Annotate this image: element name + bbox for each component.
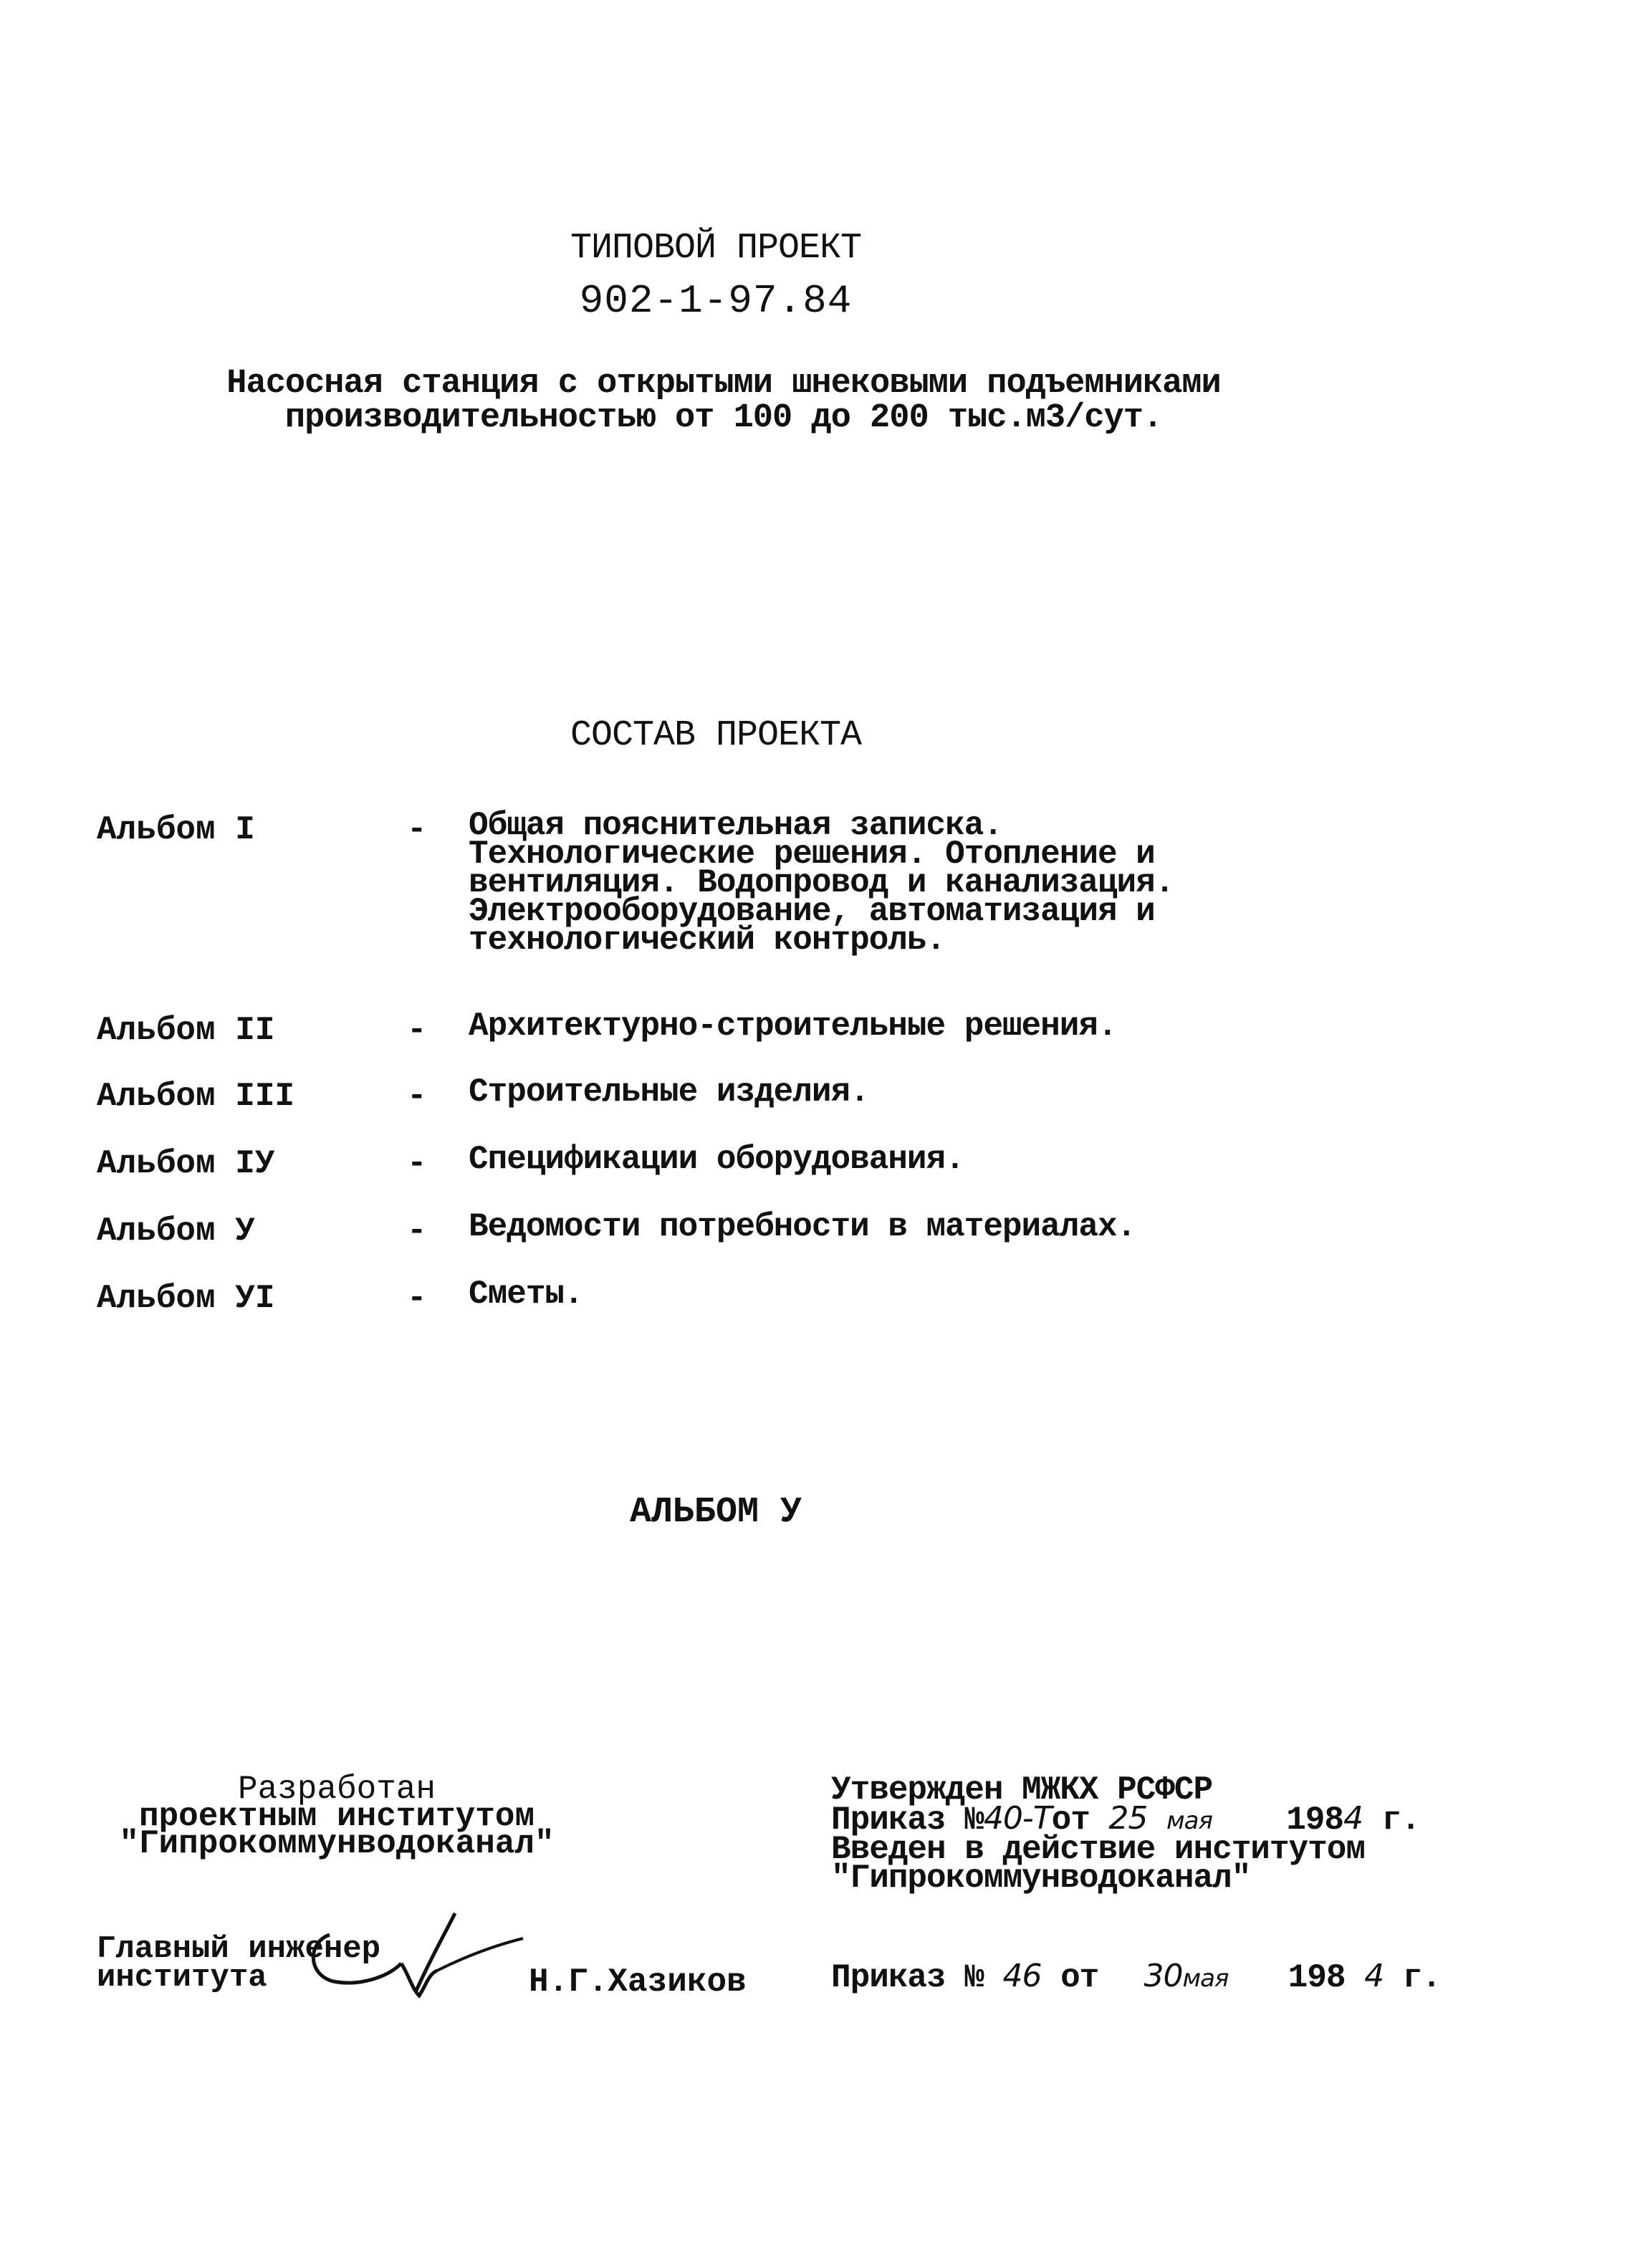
chief-engineer-line-1: Главный инженер bbox=[97, 1931, 381, 1967]
album-description-line: Ведомости потребности в материалах. bbox=[469, 1208, 1136, 1245]
album-dash: - bbox=[407, 811, 427, 848]
album-name: Альбом У bbox=[97, 1212, 255, 1250]
order-day-handwritten: 25 bbox=[1108, 1800, 1148, 1837]
album-name: Альбом I bbox=[97, 811, 255, 848]
project-type-heading: ТИПОВОЙ ПРОЕКТ bbox=[570, 228, 862, 269]
approval-block bbox=[831, 1771, 1420, 1897]
developer-block bbox=[115, 1771, 559, 1862]
album-description-line: технологический контроль. bbox=[469, 922, 946, 959]
album-description bbox=[469, 1073, 1300, 1111]
approval-line-3: Введен в действие институтом bbox=[831, 1831, 1365, 1868]
album-dash: - bbox=[407, 1212, 427, 1250]
album-description-line: вентиляция. Водопровод и канализация. bbox=[469, 864, 1174, 901]
album-description-line: Технологические решения. Отопление и bbox=[469, 836, 1155, 873]
order-year-suffix: г. bbox=[1402, 1959, 1441, 1996]
order-year-prefix: 198 bbox=[1288, 1959, 1346, 1996]
album-description bbox=[469, 1008, 1300, 1045]
chief-engineer-line-2: института bbox=[97, 1960, 267, 1996]
developer-line-2: проектным институтом bbox=[138, 1798, 535, 1835]
order-prefix: Приказ № bbox=[831, 1959, 984, 1996]
order-number-handwritten: 40-Т bbox=[983, 1800, 1052, 1837]
album-description-line: Архитектурно-строительные решения. bbox=[469, 1008, 1117, 1045]
order-month-handwritten: мая bbox=[1166, 1807, 1212, 1835]
album-name: Альбом IУ bbox=[97, 1145, 275, 1182]
album-description-line: Строительные изделия. bbox=[469, 1073, 869, 1111]
album-dash: - bbox=[407, 1280, 427, 1317]
order-from: от bbox=[1060, 1959, 1099, 1996]
album-name: Альбом III bbox=[97, 1078, 295, 1115]
order-prefix: Приказ № bbox=[831, 1802, 984, 1839]
approval-line-4: "Гипрокоммунводоканал" bbox=[831, 1860, 1251, 1897]
developer-line-1: Разработан bbox=[237, 1771, 436, 1808]
album-description-line: Спецификации оборудования. bbox=[469, 1141, 964, 1178]
composition-heading: СОСТАВ ПРОЕКТА bbox=[570, 715, 862, 756]
album-description bbox=[469, 1276, 1300, 1313]
project-title bbox=[129, 367, 1318, 436]
album-description bbox=[469, 807, 1300, 959]
album-description bbox=[469, 1141, 1300, 1178]
chief-engineer-name: Н.Г.Хазиков bbox=[529, 1963, 747, 2001]
order-year-prefix: 198 bbox=[1286, 1802, 1344, 1839]
album-dash: - bbox=[407, 1145, 427, 1182]
album-description bbox=[469, 1208, 1300, 1245]
current-album-label: АЛЬБОМ У bbox=[629, 1492, 802, 1533]
album-dash: - bbox=[407, 1078, 427, 1115]
album-description-line: Сметы. bbox=[469, 1276, 583, 1313]
album-name: Альбом УI bbox=[97, 1280, 275, 1317]
order-year-suffix: г. bbox=[1381, 1802, 1420, 1839]
order-year-digit-handwritten: 4 bbox=[1364, 1958, 1384, 1994]
album-dash: - bbox=[407, 1012, 427, 1049]
handwritten-signature bbox=[301, 1906, 530, 2006]
project-number: 902-1-97.84 bbox=[579, 278, 853, 324]
project-title-line-2: производительностью от 100 до 200 тыс.м3/сут. bbox=[284, 399, 1163, 437]
album-description-line: Электрооборудование, автоматизация и bbox=[469, 893, 1155, 930]
order-year-digit-handwritten: 4 bbox=[1343, 1800, 1363, 1837]
order-from: от bbox=[1051, 1802, 1090, 1839]
order-day-handwritten: 30 bbox=[1144, 1958, 1183, 1994]
order-month-handwritten: мая bbox=[1182, 1964, 1229, 1993]
order-number-handwritten: 46 bbox=[1002, 1958, 1042, 1994]
approval-line-1: Утвержден МЖКХ РСФСР bbox=[831, 1771, 1213, 1809]
project-title-line-1: Насосная станция с открытыми шнековыми подъемниками bbox=[226, 365, 1221, 403]
album-description-line: Общая пояснительная записка. bbox=[469, 807, 1002, 844]
developer-line-3: "Гипрокоммунводоканал" bbox=[119, 1825, 555, 1862]
album-name: Альбом II bbox=[97, 1012, 275, 1049]
approval-order-2 bbox=[831, 1958, 1441, 1996]
